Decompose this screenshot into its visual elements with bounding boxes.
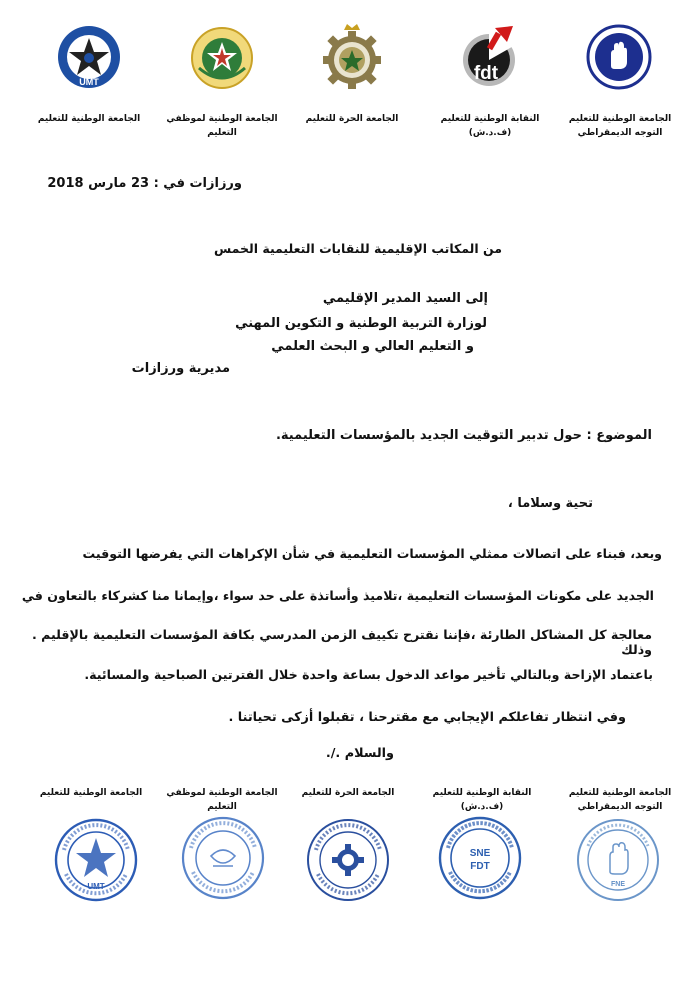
letter-greeting: تحية وسلاما ، xyxy=(507,496,593,511)
org-name-fne-line1: الجامعة الوطنية للتعليم xyxy=(568,114,672,124)
umt-logo-text: UMT xyxy=(79,77,99,87)
sne-stamp xyxy=(436,814,524,902)
free-federation-stamp xyxy=(304,816,392,904)
signature-org-employees-line1: الجامعة الوطنية لموظفي xyxy=(166,788,278,798)
letter-salutation: والسلام ./. xyxy=(325,746,394,761)
fne-logo xyxy=(584,22,654,92)
org-name-employees-line2: التعليم xyxy=(207,128,237,138)
signature-org-fne xyxy=(555,786,685,814)
national-employees-federation-logo xyxy=(187,22,257,92)
signature-org-sne-line2: (ف.د.ش) xyxy=(460,802,504,812)
umt-stamp-text: UMT xyxy=(87,882,105,891)
signature-org-free xyxy=(283,786,413,800)
fdt-logo-text: fdt xyxy=(473,63,499,84)
org-name-free-line1: الجامعة الحرة للتعليم xyxy=(305,114,399,124)
body-line-3: معالجة كل المشاكل الطارئة ،فإننا نقترح تكييف الزمن المدرسي بكافة المؤسسات التعليمية بالإقليم . وذلك xyxy=(31,627,652,657)
org-name-fne-line2: التوجه الديمقراطي xyxy=(577,128,663,138)
letter-sender: من المكاتب الإقليمية للنقابات التعليمية الخمس xyxy=(213,241,502,256)
umt-stamp xyxy=(52,816,140,904)
signature-org-fne-line1: الجامعة الوطنية للتعليم xyxy=(568,788,672,798)
signature-org-employees-line2: التعليم xyxy=(207,802,237,812)
umt-logo xyxy=(54,22,124,92)
signature-org-sne xyxy=(417,786,547,814)
recipient-line-1: إلى السيد المدير الإقليمي xyxy=(322,291,488,306)
letter-closing: وفي انتظار تفاعلكم الإيجابي مع مقترحنا ، تقبلوا أزكى تحياتنا . xyxy=(228,710,626,725)
sne-stamp-subtext: FDT xyxy=(470,861,490,872)
fdt-logo xyxy=(455,22,525,92)
fne-stamp-text: FNE xyxy=(611,881,625,888)
free-federation-logo xyxy=(317,22,387,92)
signature-org-fne-line2: التوجه الديمقراطي xyxy=(577,802,663,812)
body-line-1: وبعد، فبناء على اتصالات ممثلي المؤسسات التعليمية في شأن الإكراهات التي يفرضها التوقيت xyxy=(82,546,662,561)
fne-stamp xyxy=(574,816,662,904)
sne-stamp-text: SNE xyxy=(469,848,491,859)
recipient-line-3: و التعليم العالي و البحث العلمي xyxy=(271,339,474,354)
signature-org-free-line1: الجامعة الحرة للتعليم xyxy=(301,788,395,798)
org-name-employees-line1: الجامعة الوطنية لموظفي xyxy=(166,114,278,124)
signature-org-sne-line1: النقابة الوطنية للتعليم xyxy=(432,788,532,798)
signature-org-employees xyxy=(157,786,287,814)
signature-org-umt xyxy=(26,786,156,800)
org-name-sne-line1: النقابة الوطنية للتعليم xyxy=(440,114,540,124)
letter-subject: الموضوع : حول تدبير التوقيت الجديد بالمؤسسات التعليمية. xyxy=(275,428,652,443)
org-name-umt-line1: الجامعة الوطنية للتعليم xyxy=(37,114,141,124)
org-name-sne xyxy=(425,112,555,140)
recipient-line-2: لوزارة التربية الوطنية و التكوين المهني xyxy=(235,316,487,331)
national-employees-stamp xyxy=(179,814,267,902)
org-name-free xyxy=(287,112,417,126)
recipient-line-4: مديرية ورزازات xyxy=(131,361,230,376)
letter-date: ورزازات في : 23 مارس 2018 xyxy=(47,176,242,191)
body-line-4: باعتماد الإزاحة وبالتالي تأخير مواعد الدخول بساعة واحدة خلال الفترتين الصباحية والمسائية. xyxy=(84,667,653,682)
org-name-employees xyxy=(157,112,287,140)
org-name-umt xyxy=(24,112,154,126)
org-name-fne xyxy=(555,112,685,140)
signature-org-umt-line1: الجامعة الوطنية للتعليم xyxy=(39,788,143,798)
org-name-sne-line2: (ف.د.ش) xyxy=(468,128,512,138)
body-line-2: الجديد على مكونات المؤسسات التعليمية ،تلاميذ وأساتذة على حد سواء ،وإيمانا منا كشركاء بالتعاون في xyxy=(21,588,654,603)
